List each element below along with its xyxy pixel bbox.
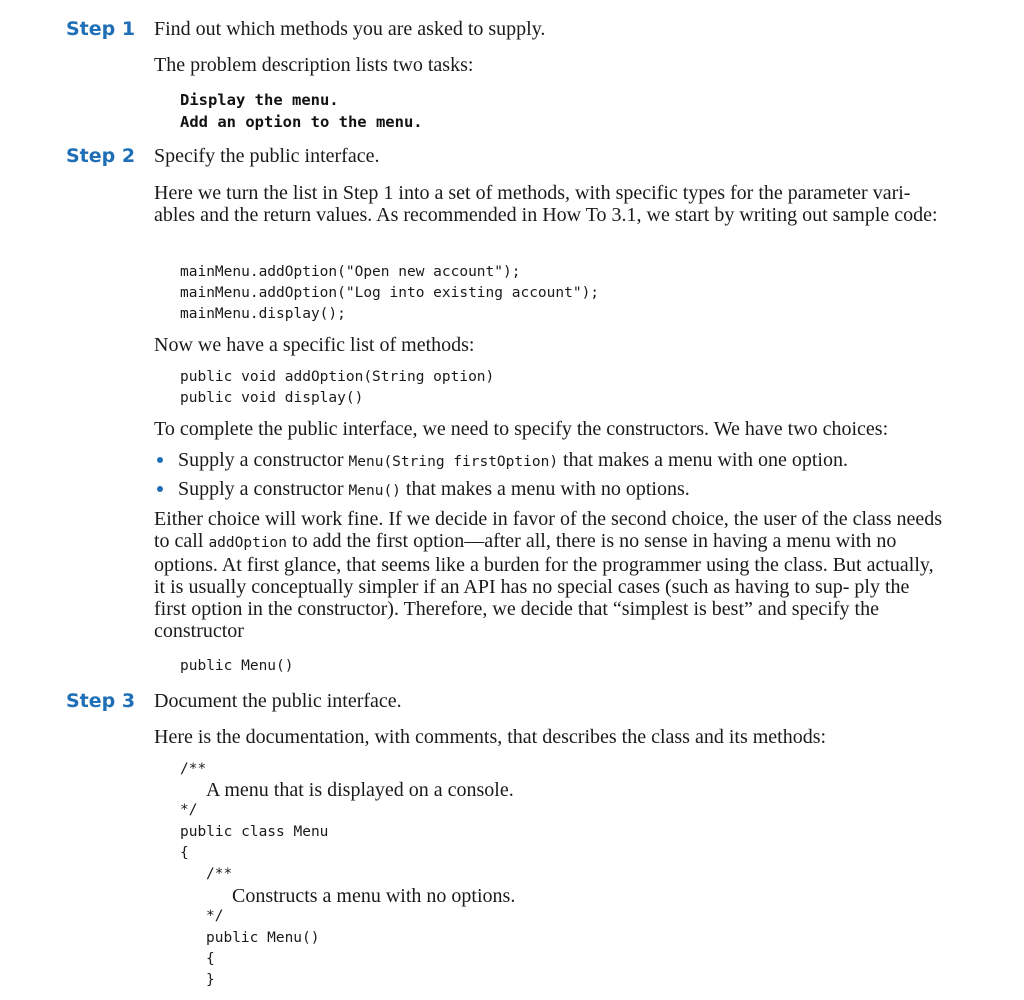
- step-2-heading: Specify the public interface.: [154, 145, 380, 167]
- step-2-paragraph-3: To complete the public interface, we need to specify the constructors. We have two choices:: [154, 418, 889, 440]
- bullet-dot-icon: [157, 457, 163, 463]
- step-3-intro: Here is the documentation, with comments, that describes the class and its methods:: [154, 726, 827, 748]
- method-signature-display: public void display(): [180, 390, 364, 406]
- bullet-2-text-pre: Supply a constructor: [178, 478, 349, 500]
- bullet-1-text-pre: Supply a constructor: [178, 449, 349, 471]
- step-3-label: Step 3: [66, 690, 136, 712]
- step-1-heading: Find out which methods you are asked to supply.: [154, 18, 546, 40]
- paragraph-4-text-post: to add the first option—after all, there is no sense in having a menu with no options. At first glance, that seems like a burden for the programmer using the class. But actually, it is usually conceptually simpler if an API has no special cases (such as having to sup- ply the first option in the constructor). Therefore, we decide that “simplest is best” and specify the constructor: [154, 530, 934, 642]
- sample-code-line-2: mainMenu.addOption("Log into existing account");: [180, 285, 600, 301]
- step-2-paragraph-1: Here we turn the list in Step 1 into a set of methods, with specific types for the parameter vari- ables and the return values. As recommended in How To 3.1, we start by writing out sample code:: [154, 182, 938, 226]
- sample-code-line-1: mainMenu.addOption("Open new account");: [180, 264, 521, 280]
- task-add-option: Add an option to the menu.: [180, 113, 423, 131]
- constructor-signature: public Menu(): [180, 658, 294, 674]
- step-2-label: Step 2: [66, 145, 136, 167]
- bullet-item-one-option: [154, 449, 848, 473]
- constructor-brace-close: }: [206, 972, 215, 988]
- bullet-2-code: Menu(): [348, 483, 401, 499]
- constructor-declaration: public Menu(): [206, 930, 320, 946]
- doc-comment-close: */: [180, 802, 198, 818]
- task-display-menu: Display the menu.: [180, 91, 339, 109]
- constructor-comment-text: Constructs a menu with no options.: [232, 885, 516, 907]
- bullet-item-no-options: [154, 478, 690, 502]
- paragraph-4-code: addOption: [208, 535, 288, 551]
- bullet-1-code: Menu(String firstOption): [348, 454, 559, 470]
- bullet-1-text-post: that makes a menu with one option.: [558, 449, 848, 471]
- step-3-heading: Document the public interface.: [154, 690, 402, 712]
- step-1-intro: The problem description lists two tasks:: [154, 54, 474, 76]
- class-comment-text: A menu that is displayed on a console.: [206, 779, 514, 801]
- class-declaration: public class Menu: [180, 824, 329, 840]
- method-signature-add-option: public void addOption(String option): [180, 369, 495, 385]
- constructor-brace-open: {: [206, 951, 215, 967]
- step-1-label: Step 1: [66, 18, 136, 40]
- step-2-paragraph-2: Now we have a specific list of methods:: [154, 334, 475, 356]
- class-brace-open: {: [180, 845, 189, 861]
- sample-code-line-3: mainMenu.display();: [180, 306, 346, 322]
- inner-doc-comment-close: */: [206, 908, 224, 924]
- bullet-dot-icon: [157, 486, 163, 492]
- paragraph-4-text-pre: Either choice will work fine. If we decide in favor of the second choice, the user of the class needs to call: [154, 508, 943, 552]
- step-2-paragraph-4: [154, 508, 946, 642]
- doc-comment-open: /**: [180, 761, 207, 777]
- inner-doc-comment-open: /**: [206, 866, 233, 882]
- bullet-2-text-post: that makes a menu with no options.: [400, 478, 690, 500]
